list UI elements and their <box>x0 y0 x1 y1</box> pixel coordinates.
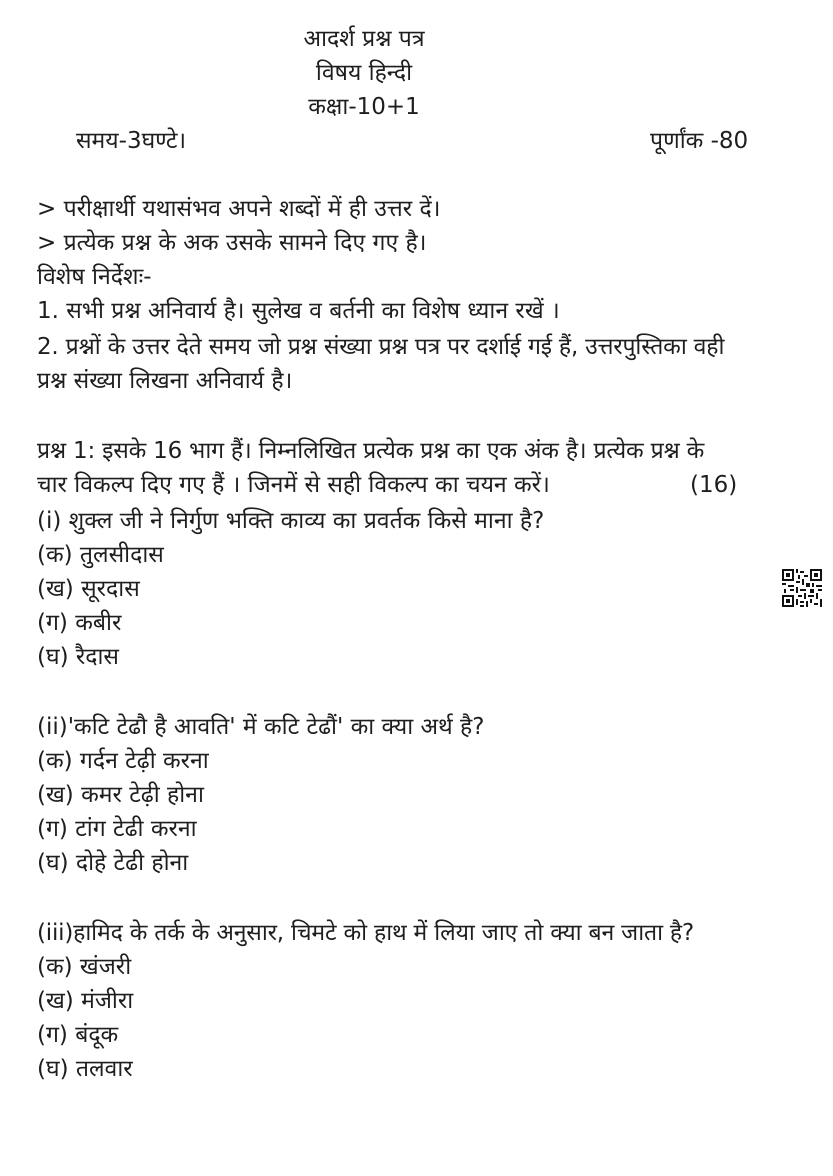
sub-question-3-option-b: (ख) मंजीरा <box>37 988 134 1014</box>
sub-question-3-option-a: (क) खंजरी <box>37 954 132 980</box>
question-1-marks: (16) <box>690 472 738 498</box>
sub-question-3-option-c: (ग) बंदूक <box>37 1022 119 1048</box>
sub-question-2-option-a: (क) गर्दन टेढ़ी करना <box>37 748 209 774</box>
sub-question-2-option-d: (घ) दोहे टेढी होना <box>37 850 189 876</box>
instruction-1: > परीक्षार्थी यथासंभव अपने शब्दों में ही उत्तर दें। <box>37 196 441 222</box>
sub-question-3-option-d: (घ) तलवार <box>37 1056 133 1082</box>
qr-code-icon <box>782 569 822 607</box>
sub-question-1-option-d: (घ) रैदास <box>37 644 119 670</box>
sub-question-1-option-c: (ग) कबीर <box>37 610 122 636</box>
special-instruction-1: 1. सभी प्रश्न अनिवार्य है। सुलेख व बर्तनी का विशेष ध्यान रखें । <box>37 298 560 324</box>
paper-title: आदर्श प्रश्न पत्र <box>303 26 425 52</box>
question-1-line2: चार विकल्प दिए गए हैं । जिनमें से सही विकल्प का चयन करें। <box>37 472 550 498</box>
sub-question-2-option-c: (ग) टांग टेढी करना <box>37 816 197 842</box>
class-line: कक्षा-10+1 <box>308 94 420 120</box>
marks-line: पूर्णांक -80 <box>650 128 749 154</box>
special-instruction-2-line1: 2. प्रश्नों के उत्तर देते समय जो प्रश्न संख्या प्रश्न पत्र पर दर्शाई गई हैं, उत्तरपुस्तिका वही <box>37 334 725 360</box>
sub-question-2-option-b: (ख) कमर टेढ़ी होना <box>37 782 204 808</box>
time-line: समय-3घण्टे। <box>76 128 187 154</box>
question-1-line1: प्रश्न 1: इसके 16 भाग हैं। निम्नलिखित प्रत्येक प्रश्न का एक अंक है। प्रत्येक प्रश्न के <box>37 438 705 464</box>
sub-question-3: (iii)हामिद के तर्क के अनुसार, चिमटे को हाथ में लिया जाए तो क्या बन जाता है? <box>37 920 694 946</box>
sub-question-1-option-a: (क) तुलसीदास <box>37 542 164 568</box>
instruction-2: > प्रत्येक प्रश्न के अक उसके सामने दिए गए है। <box>37 230 427 256</box>
special-instruction-2-line2: प्रश्न संख्या लिखना अनिवार्य है। <box>37 368 293 394</box>
sub-question-1: (i) शुक्ल जी ने निर्गुण भक्ति काव्य का प्रवर्तक किसे माना है? <box>37 508 545 534</box>
subject-line: विषय हिन्दी <box>315 60 413 86</box>
sub-question-1-option-b: (ख) सूरदास <box>37 576 140 602</box>
sub-question-2: (ii)'कटि टेढौ है आवति' में कटि टेढौं' का क्या अर्थ है? <box>37 714 485 740</box>
special-instructions-heading: विशेष निर्देशः- <box>37 264 152 290</box>
